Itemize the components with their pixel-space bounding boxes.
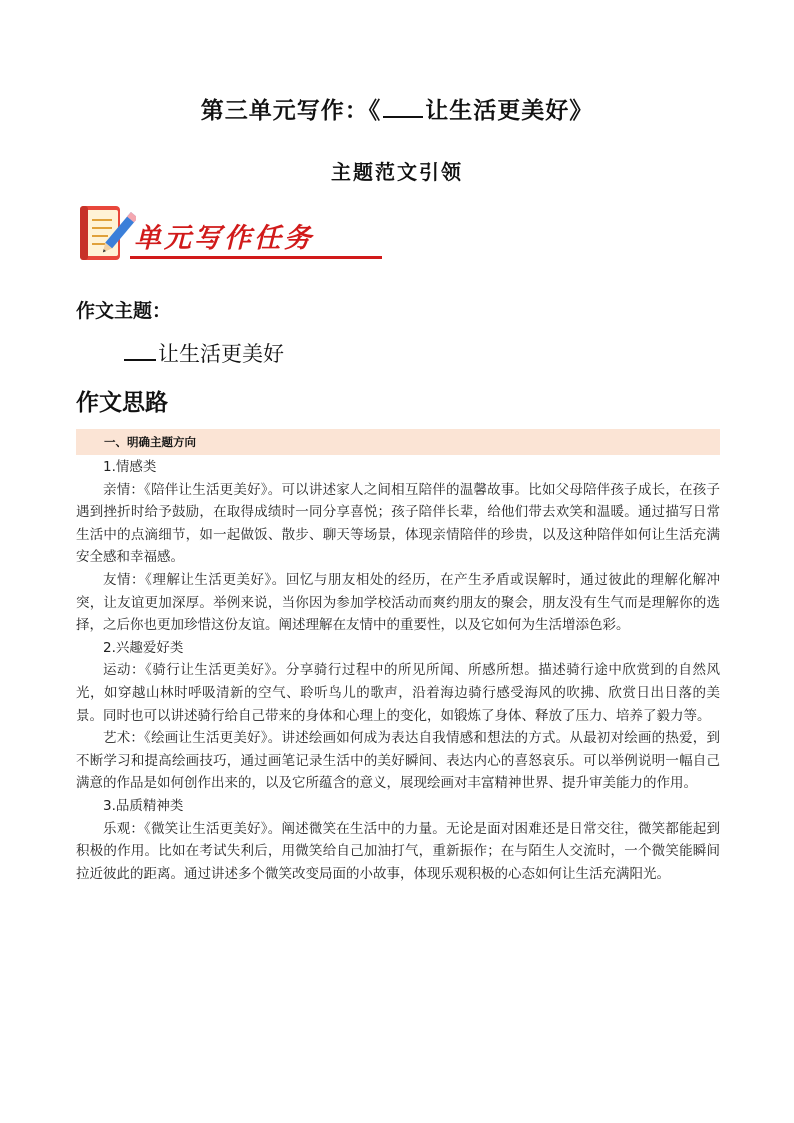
category-heading: 1.情感类	[103, 459, 157, 475]
banner-text: 单元写作任务	[134, 223, 314, 254]
banner-underline	[130, 256, 382, 259]
idea-heading: 作文思路	[76, 390, 168, 416]
paragraph: 亲情：《陪伴让生活更美好》。可以讲述家人之间相互陪伴的温馨故事。比如父母陪伴孩子成长，在孩子遇到挫折时给予鼓励，在取得成绩时一同分享喜悦；孩子陪伴长辈，给他们带去欢笑和温暖。通过描写日常生活中的点滴细节，如一起做饭、散步、聊天等场景，体现亲情陪伴的珍贵，以及这种陪伴如何让生活充满安全感和幸福感。	[76, 481, 720, 566]
title-blank	[383, 96, 423, 118]
page-subtitle: 主题范文引领	[331, 160, 463, 184]
theme-heading: 作文主题：	[76, 300, 172, 322]
category-heading: 3.品质精神类	[103, 797, 184, 814]
paragraph: 运动：《骑行让生活更美好》。分享骑行过程中的所见所闻、所感所想。描述骑行途中欣赏到的自然风光，如穿越山林时呼吸清新的空气、聆听鸟儿的歌声，沿着海边骑行感受海风的吹拂、欣赏日出日落的美景。同时也可以讲述骑行给自己带来的身体和心理上的变化，如锻炼了身体、释放了压力、培养了毅力等。	[76, 662, 720, 724]
section-header	[76, 429, 720, 455]
theme-blank	[124, 341, 156, 361]
category-heading: 2.兴趣爱好类	[103, 639, 184, 656]
section-label: 一、明确主题方向	[104, 435, 196, 449]
paragraph: 友情：《理解让生活更美好》。回忆与朋友相处的经历，在产生矛盾或误解时，通过彼此的理解化解冲突，让友谊更加深厚。举例来说，当你因为参加学校活动而爽约朋友的聚会，朋友没有生气而是理解你的选择，之后你也更加珍惜这份友谊。阐述理解在友情中的重要性，以及它如何为生活增添色彩。	[76, 571, 720, 634]
paragraph: 乐观：《微笑让生活更美好》。阐述微笑在生活中的力量。无论是面对困难还是日常交往，微笑都能起到积极的作用。比如在考试失利后，用微笑给自己加油打气，重新振作；在与陌生人交流时，一个微笑能瞬间拉近彼此的距离。通过讲述多个微笑改变局面的小故事，体现乐观积极的心态如何让生活充满阳光。	[76, 820, 720, 882]
notebook-pencil-icon	[76, 200, 136, 266]
page-title	[0, 92, 794, 125]
theme-value	[124, 338, 284, 368]
unit-task-banner	[76, 200, 316, 266]
paragraph: 艺术：《绘画让生活更美好》。讲述绘画如何成为表达自我情感和想法的方式。从最初对绘画的热爱，到不断学习和提高绘画技巧，通过画笔记录生活中的美好瞬间、表达内心的喜怒哀乐。可以举例说明一幅自己满意的作品是如何创作出来的，以及它所蕴含的意义，展现绘画对丰富精神世界、提升审美能力的作用。	[76, 730, 720, 792]
body-text	[76, 456, 720, 885]
title-suffix: 让生活更美好》	[425, 97, 594, 124]
theme-text: 让生活更美好	[158, 342, 284, 366]
title-prefix: 第三单元写作：《	[200, 97, 382, 124]
